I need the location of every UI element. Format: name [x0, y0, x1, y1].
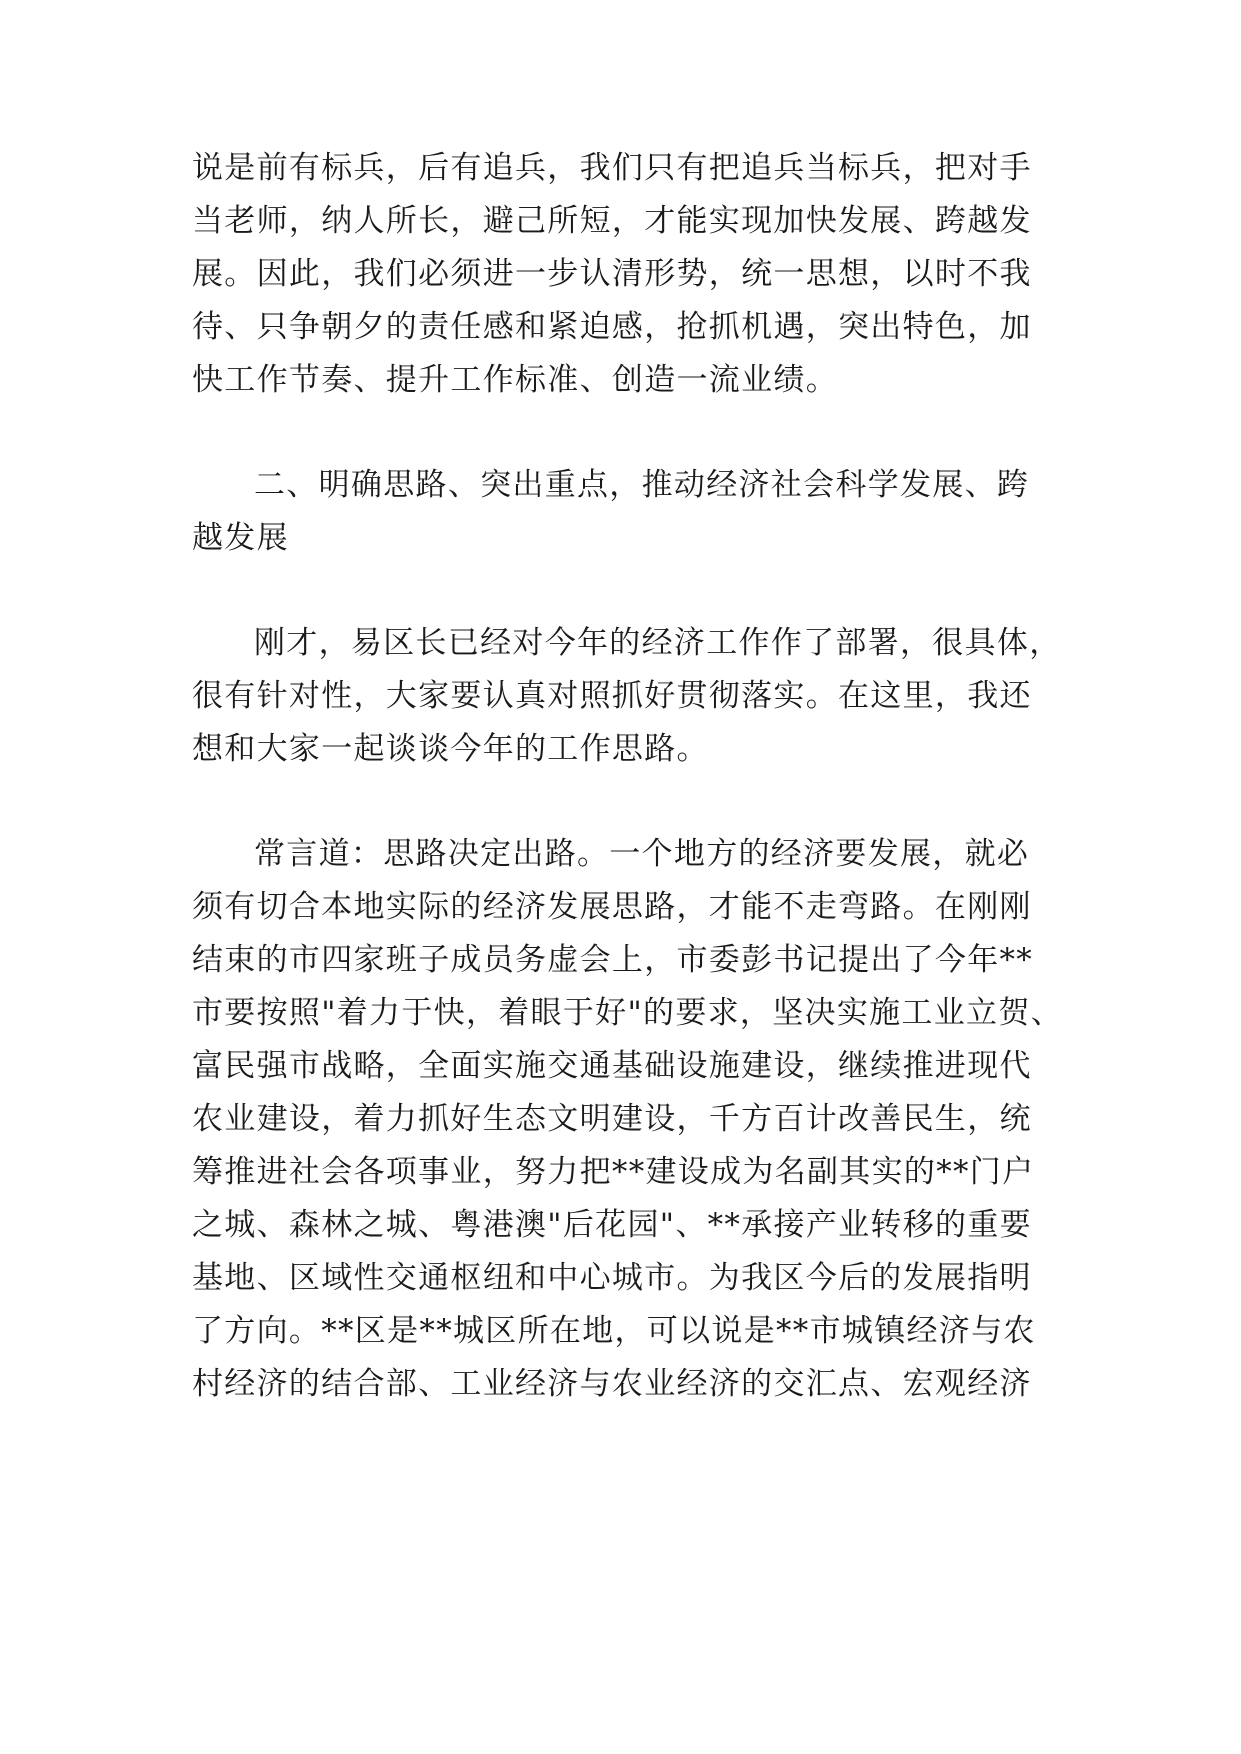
paragraph-3-line-1: 刚才，易区长已经对今年的经济工作作了部署，很具体， [254, 625, 1062, 661]
paragraph-1-line-3: 展。因此，我们必须进一步认清形势，统一思想，以时不我 [192, 256, 1032, 292]
paragraph-4-line-7: 筹推进社会各项事业，努力把**建设成为名副其实的**门户 [192, 1154, 1035, 1190]
paragraph-1-line-5: 快工作节奏、提升工作标准、创造一流业绩。 [192, 362, 838, 398]
paragraph-4-line-9: 基地、区域性交通枢纽和中心城市。为我区今后的发展指明 [192, 1260, 1032, 1296]
paragraph-3-line-2: 很有针对性，大家要认真对照抓好贯彻落实。在这里，我还 [192, 678, 1032, 714]
paragraph-1-line-1: 说是前有标兵，后有追兵，我们只有把追兵当标兵，把对手 [192, 150, 1032, 186]
section-heading-line-2: 越发展 [192, 520, 289, 556]
paragraph-4-line-2: 须有切合本地实际的经济发展思路，才能不走弯路。在刚刚 [192, 889, 1032, 925]
paragraph-4-line-4: 市要按照"着力于快，着眼于好"的要求，坚决实施工业立贺、 [192, 995, 1063, 1031]
paragraph-4-line-8: 之城、森林之城、粤港澳"后花园"、**承接产业转移的重要 [192, 1207, 1032, 1243]
paragraph-4-line-11: 村经济的结合部、工业经济与农业经济的交汇点、宏观经济 [192, 1366, 1032, 1402]
paragraph-1-line-4: 待、只争朝夕的责任感和紧迫感，抢抓机遇，突出特色，加 [192, 309, 1032, 345]
section-heading-line-1: 二、明确思路、突出重点，推动经济社会科学发展、跨 [254, 467, 1030, 503]
paragraph-4-line-3: 结束的市四家班子成员务虚会上，市委彭书记提出了今年** [192, 942, 1034, 978]
paragraph-4-line-5: 富民强市战略，全面实施交通基础设施建设，继续推进现代 [192, 1048, 1032, 1084]
paragraph-4-line-6: 农业建设，着力抓好生态文明建设，千方百计改善民生，统 [192, 1101, 1032, 1137]
paragraph-4-line-10: 了方向。**区是**城区所在地，可以说是**市城镇经济与农 [192, 1313, 1036, 1349]
paragraph-4-line-1: 常言道：思路决定出路。一个地方的经济要发展，就必 [254, 836, 1030, 872]
paragraph-3-line-3: 想和大家一起谈谈今年的工作思路。 [192, 731, 709, 767]
paragraph-1-line-2: 当老师，纳人所长，避己所短，才能实现加快发展、跨越发 [192, 203, 1032, 239]
